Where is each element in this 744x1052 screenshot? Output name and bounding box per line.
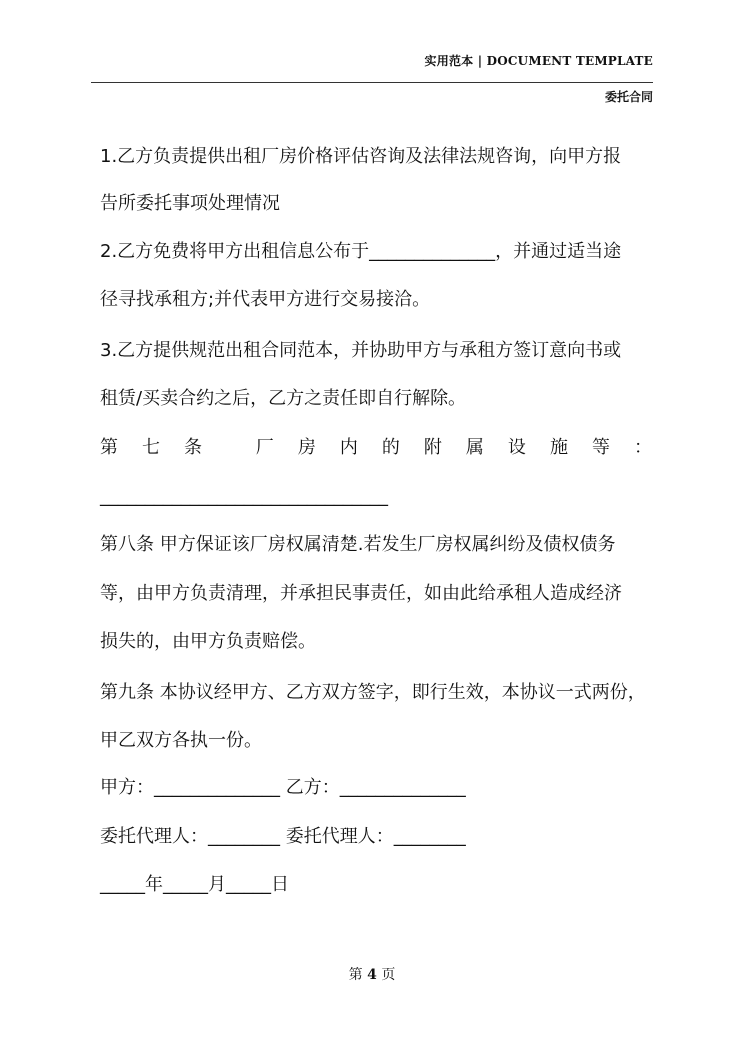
page-footer [0,964,744,984]
page-label-prefix: 第 [348,967,363,983]
text-line: 租赁/买卖合约之后，乙方之责任即自行解除。 [100,388,467,409]
text-line: 径寻找承租方;并代表甲方进行交易接洽。 [100,289,431,310]
text-line: 第八条 甲方保证该厂房权属清楚.若发生厂房权属纠纷及债权债务 [100,534,616,555]
text-line: 告所委托事项处理情况 [100,193,280,214]
text-line: 1.乙方负责提供出租厂房价格评估咨询及法律法规咨询，向甲方报 [100,146,622,167]
page-label-suffix: 页 [381,967,396,983]
text-line: 第九条 本协议经甲方、乙方双方签字，即行生效，本协议一式两份， [100,682,646,703]
signature-party-line: 甲方：______________ 乙方：______________ [100,777,466,798]
page-number: 4 [367,967,377,983]
text-line: 2.乙方免费将甲方出租信息公布于______________，并通过适当途 [100,241,622,262]
text-line: 甲乙双方各执一份。 [100,730,262,751]
text-line: 3.乙方提供规范出租合同范本，并协助甲方与承租方签订意向书或 [100,340,622,361]
blank-line: ________________________________ [100,486,388,507]
header-divider [91,82,653,83]
header-category: 委托合同 [604,90,653,104]
signature-agent-line: 委托代理人：________ 委托代理人：________ [100,826,466,847]
text-line: 损失的，由甲方负责赔偿。 [100,631,316,652]
signature-date-line: _____年_____月_____日 [100,874,289,895]
article-seven-heading: 第七条 厂房内的附属设施等： [100,437,652,458]
header-brand: 实用范本 | DOCUMENT TEMPLATE [424,54,653,68]
text-line: 等，由甲方负责清理，并承担民事责任，如由此给承租人造成经济 [100,583,622,604]
